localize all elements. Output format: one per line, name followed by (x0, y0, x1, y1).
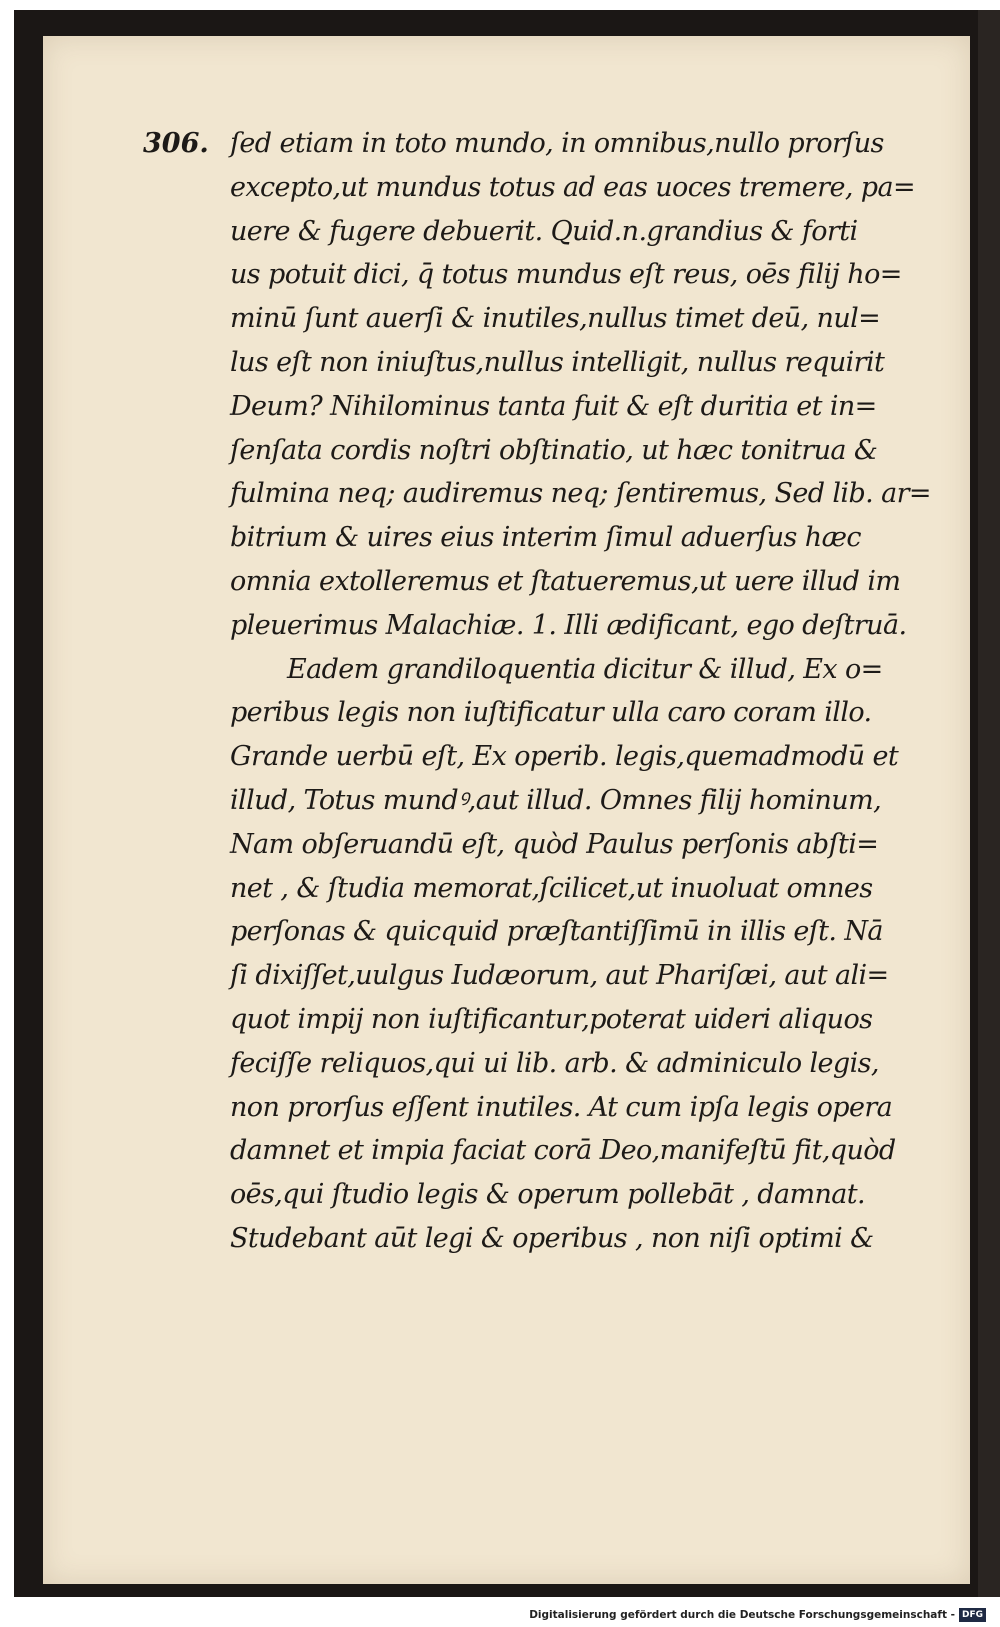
text-line: Studebant aūt legi & operibus , non niſi optimi & (230, 1222, 874, 1254)
text-line: lus eſt non iniuſtus,nullus intelligit, nullus requirit (230, 346, 885, 378)
text-line: bitrium & uires eius interim ſimul aduerſus hæc (230, 522, 861, 554)
text-line: minū ſunt auerſi & inutiles,nullus timet deū, nul= (230, 303, 881, 335)
text-line: Nam obſeruandū eſt, quòd Paulus perſonis abſti= (230, 828, 879, 860)
text-line: pleuerimus Malachiæ. 1. Illi ædificant, ego deſtruā. (230, 609, 907, 641)
digitization-credit (529, 1606, 986, 1624)
text-line: ſenſata cordis noſtri obſtinatio, ut hæc tonitrua & (230, 434, 878, 466)
text-line: net , & ſtudia memorat,ſcilicet,ut inuoluat omnes (230, 872, 873, 904)
text-line: Grande uerbū eſt, Ex operib. legis,quemadmodū et (230, 741, 899, 773)
text-line: fulmina neq; audiremus neq; ſentiremus, Sed lib. ar= (230, 478, 931, 510)
text-line: ſi dixiſſet,uulgus Iudæorum, aut Phariſæi, aut ali= (230, 960, 889, 992)
text-line: Deum? Nihilominus tanta fuit & eſt duritia et in= (230, 390, 877, 422)
text-line: illud, Totus mundꝰ,aut illud. Omnes filij hominum, (230, 784, 882, 816)
book-page (43, 36, 970, 1584)
page-number: 306. (143, 128, 209, 159)
text-line: damnet et impia faciat corā Deo,manifeſtū fit,quòd (230, 1135, 896, 1167)
text-line: perſonas & quicquid præſtantiſſimū in illis eſt. Nā (230, 916, 883, 948)
text-line: feciſſe reliquos,qui ui lib. arb. & adminiculo legis, (230, 1047, 879, 1079)
text-line: us potuit dici, q̄ totus mundus eſt reus, oēs filij ho= (230, 259, 902, 291)
text-line: uere & fugere debuerit. Quid.n.grandius & forti (230, 215, 858, 247)
text-line: oēs,qui ſtudio legis & operum pollebāt , damnat. (230, 1179, 866, 1211)
paragraph-start-line: Eadem grandiloquentia dicitur & illud, Ex o= (287, 653, 883, 685)
text-line: excepto,ut mundus totus ad eas uoces tremere, pa= (230, 171, 916, 203)
dfg-logo-icon: DFG (959, 1608, 986, 1622)
text-line: peribus legis non iuſtificatur ulla caro coram illo. (230, 697, 872, 729)
text-line: ſed etiam in toto mundo, in omnibus,nullo prorſus (230, 128, 884, 159)
frame-edge (978, 10, 1000, 1597)
credit-text: Digitalisierung gefördert durch die Deutsche Forschungsgemeinschaft - (529, 1609, 955, 1621)
text-line: omnia extolleremus et ſtatueremus,ut uere illud im (230, 565, 901, 597)
text-line: non prorſus eſſent inutiles. At cum ipſa legis opera (230, 1091, 893, 1123)
text-line: quot impij non iuſtificantur,poterat uideri aliquos (230, 1003, 873, 1035)
body-text (230, 122, 940, 1261)
